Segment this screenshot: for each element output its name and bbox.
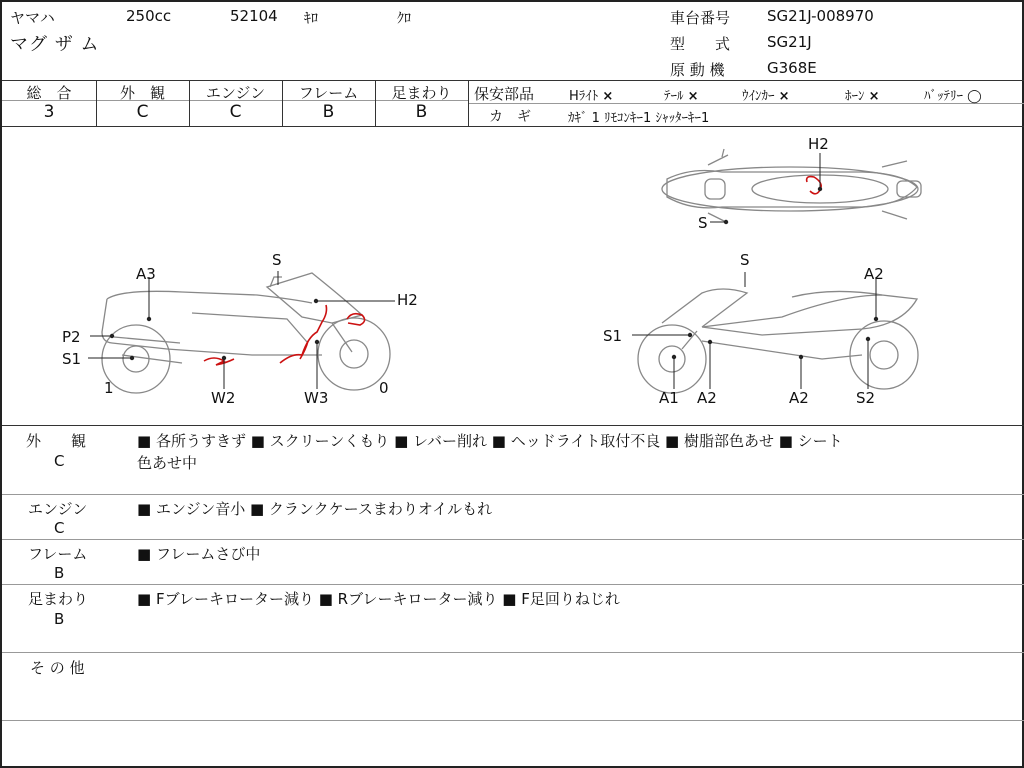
grade-suspension: B [415, 102, 428, 122]
color: ｸﾛ [397, 11, 411, 27]
grade-engine: C [229, 102, 242, 122]
diagram-label: H2 [808, 135, 829, 153]
diagram-label: A2 [789, 389, 809, 407]
remark-label: エンジン [28, 500, 88, 518]
safety-item-winker: ｳｲﾝｶｰ × [742, 89, 790, 104]
remark-label: そ の 他 [30, 659, 85, 677]
diagram-label: H2 [397, 291, 418, 309]
diagram-label: W3 [304, 389, 329, 407]
grade-header-overall: 総 合 [26, 84, 72, 102]
diagram-label: A2 [697, 389, 717, 407]
displacement: 250cc [126, 7, 172, 25]
type-value: SG21J [767, 33, 812, 51]
diagram-label: S [272, 251, 282, 269]
remark-text: ■ エンジン音小 ■ クランクケースまわりオイルもれ [137, 500, 493, 518]
diagram-label: W2 [211, 389, 236, 407]
diagram-label: S2 [856, 389, 876, 407]
divider [2, 652, 1024, 653]
grade-header-exterior: 外 観 [119, 84, 165, 102]
remark-grade: B [54, 610, 65, 628]
divider [2, 720, 1024, 721]
diagram-label: 1 [104, 379, 114, 397]
diagram-label: A1 [659, 389, 679, 407]
grade-header-suspension: 足まわり [391, 84, 452, 102]
safety-mark: × [687, 89, 699, 104]
safety-mark: × [868, 89, 880, 104]
remark-text: ■ 各所うすきず ■ スクリーンくもり ■ レバー削れ ■ ヘッドライト取付不良 ■ 樹脂部色あせ ■ シート [137, 432, 843, 450]
remark-grade: C [54, 452, 65, 470]
diagram-label: S1 [603, 327, 623, 345]
grade-exterior: C [136, 102, 149, 122]
remark-grade: C [54, 519, 65, 537]
leader-dots [110, 187, 878, 360]
remark-text: ■ Fブレーキローター減り ■ Rブレーキローター減り ■ F足回りねじれ [137, 590, 620, 608]
remark-grade: B [54, 564, 65, 582]
top-view [662, 149, 921, 223]
diagram-label: P2 [62, 328, 81, 346]
divider [468, 80, 469, 126]
left-side-view [102, 273, 390, 393]
divider [2, 494, 1024, 495]
divider [2, 584, 1024, 585]
key-label: カ ギ [489, 109, 531, 125]
diagram-label: A3 [136, 265, 156, 283]
safety-item-tail: ﾃｰﾙ × [664, 89, 699, 104]
diagram-label: S [698, 214, 708, 232]
safety-mark: × [778, 89, 790, 104]
grade-frame: B [322, 102, 335, 122]
safety-mark: × [602, 89, 614, 104]
key-value: ｶｷﾞ 1 ﾘﾓｺﾝｷｰ1 ｼｬｯﾀｰｷｰ1 [568, 111, 710, 126]
diagram-label: S1 [62, 350, 82, 368]
model-name: マグ ザ ム [10, 34, 100, 55]
chassis-value: SG21J-008970 [767, 7, 874, 25]
remark-text: ■ フレームさび中 [137, 545, 261, 563]
safety-label: 保安部品 [474, 85, 535, 103]
divider [2, 425, 1024, 426]
remark-label: 外 観 [26, 432, 87, 450]
divider [2, 80, 1024, 81]
safety-mark: ◯ [967, 89, 982, 104]
type-label: 型 式 [670, 35, 731, 53]
divider [2, 539, 1024, 540]
safety-item-horn: ﾎｰﾝ × [845, 89, 880, 104]
damage-marks [204, 177, 821, 365]
mileage-unit: ｷﾛ [304, 11, 318, 27]
diagram-label: A2 [864, 265, 884, 283]
remark-text: 色あせ中 [137, 454, 198, 472]
grade-header-engine: エンジン [205, 84, 266, 102]
safety-item-headlight: Hﾗｲﾄ × [569, 89, 614, 104]
engine-value: G368E [767, 59, 817, 77]
chassis-label: 車台番号 [670, 9, 731, 27]
diagram-label: S [740, 251, 750, 269]
engine-label: 原 動 機 [670, 61, 725, 79]
maker: ヤマハ [10, 9, 55, 27]
bike-diagram [2, 127, 1024, 425]
grade-header-frame: フレーム [298, 84, 359, 102]
remark-label: フレーム [28, 545, 88, 563]
diagram-label: 0 [379, 379, 389, 397]
remark-label: 足まわり [28, 590, 89, 608]
mileage: 52104 [230, 7, 278, 25]
leader-lines [88, 153, 876, 389]
grade-overall: 3 [43, 102, 55, 122]
safety-item-battery: ﾊﾞｯﾃﾘｰ ◯ [924, 89, 982, 104]
